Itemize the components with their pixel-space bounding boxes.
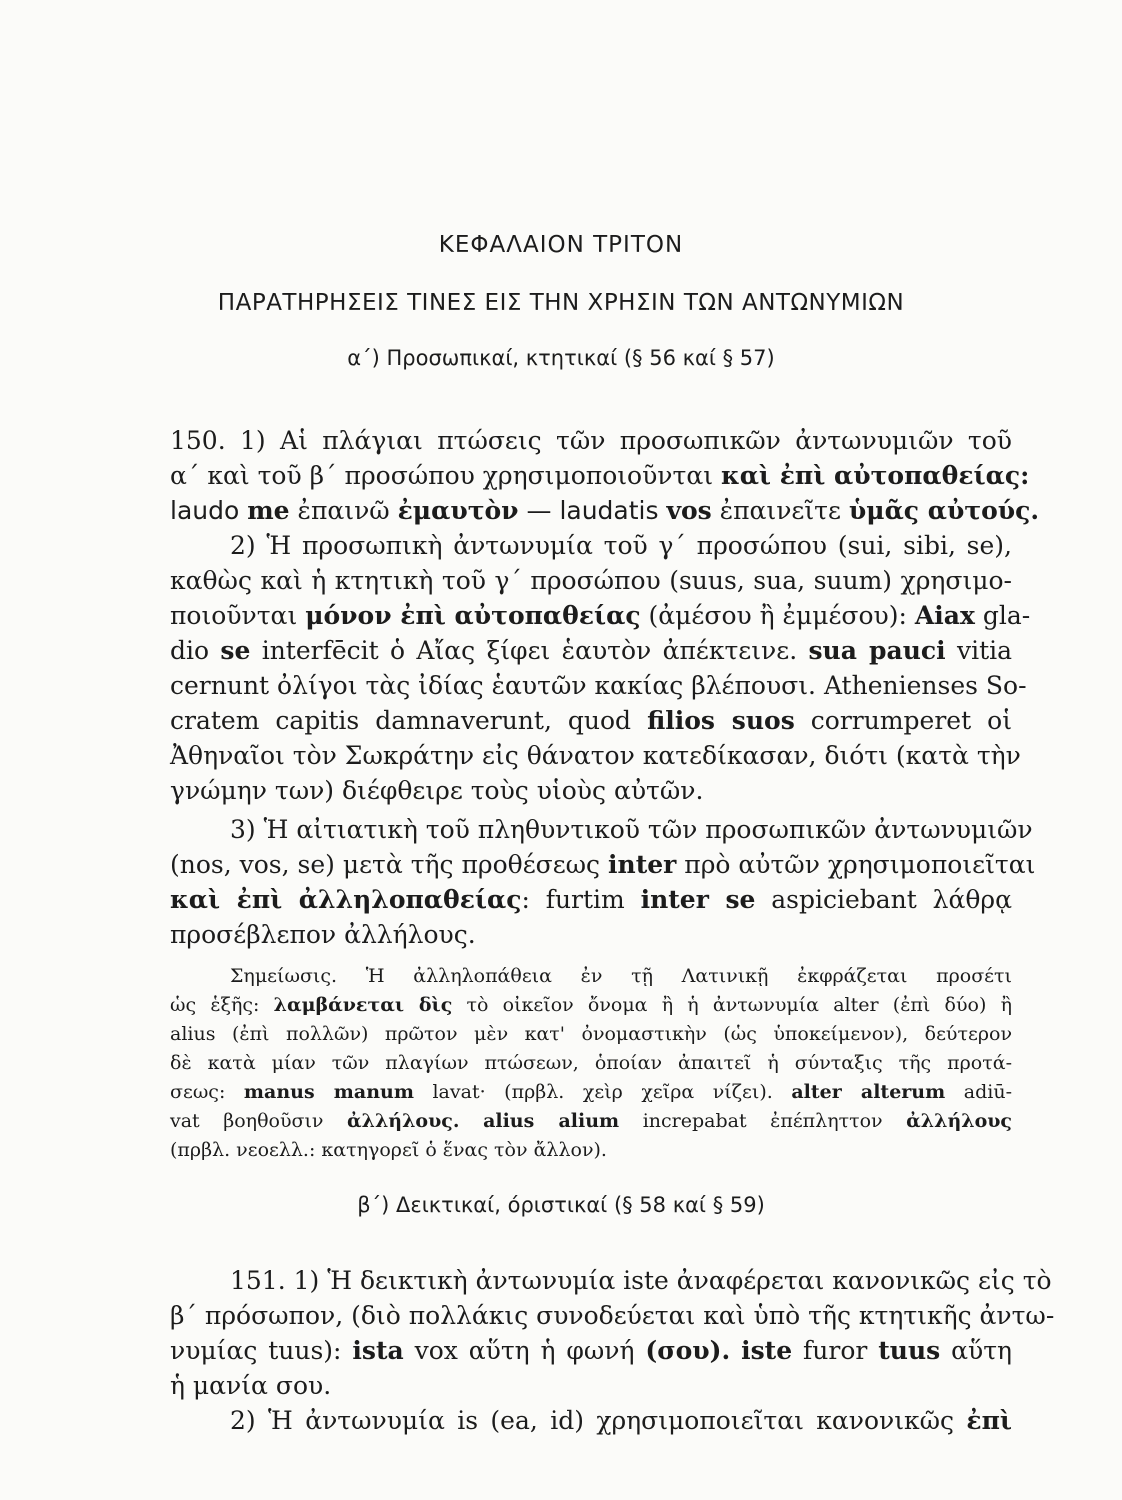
text-line: ποιοῦνται μόνον ἐπὶ αὐτοπαθείας (ἀμέσου ἢ ἐμμέσου): Aiax gla- <box>170 601 1031 630</box>
note-line: Σημείωσις. Ἡ ἀλληλοπάθεια ἐν τῇ Λατινικῇ ἐκφράζεται προσέτι <box>230 965 1012 987</box>
section-a-subtitle: α΄) Προσωπικαί, κτητικαί (§ 56 καί § 57) <box>347 346 775 370</box>
note-line: (πρβλ. νεοελλ.: κατηγορεῖ ὁ ἕνας τὸν ἄλλον). <box>170 1139 607 1161</box>
text-line: προσέβλεπον ἀλλήλους. <box>170 920 476 949</box>
text-line: καθὼς καὶ ἡ κτητικὴ τοῦ γ΄ προσώπου (suus, sua, suum) χρησιμο- <box>170 566 1012 595</box>
text-line: 2) Ἡ ἀντωνυμία is (ea, id) χρησιμοποιεῖται κανονικῶς ἐπὶ <box>230 1406 1012 1435</box>
text-line: cratem capitis damnaverunt, quod filios suos corrumperet οἱ <box>170 706 1013 735</box>
text-line: 150. 1) Αἱ πλάγιαι πτώσεις τῶν προσωπικῶν ἀντωνυμιῶν τοῦ <box>170 426 1012 455</box>
text-line: cernunt ὀλίγοι τὰς ἰδίας ἑαυτῶν κακίας βλέπουσι. Athenienses So- <box>170 671 1027 700</box>
text-line: laudo me ἐπαινῶ ἐμαυτὸν — laudatis vos ἐπαινεῖτε ὑμᾶς αὐτούς. <box>170 496 1040 525</box>
text-line: Ἀθηναῖοι τὸν Σωκράτην εἰς θάνατον κατεδίκασαν, διότι (κατὰ τὴν <box>170 741 1021 770</box>
text-line: α΄ καὶ τοῦ β΄ προσώπου χρησιμοποιοῦνται καὶ ἐπὶ αὐτοπαθείας: <box>170 461 1030 490</box>
text-line: dio se interfēcit ὁ Αἴας ξίφει ἑαυτὸν ἀπέκτεινε. sua pauci vitia <box>170 636 1013 665</box>
chapter-title: ΠΑΡΑΤΗΡΗΣΕΙΣ ΤΙΝΕΣ ΕΙΣ ΤΗΝ ΧΡΗΣΙΝ ΤΩΝ ΑΝΤΩΝΥΜΙΩΝ <box>217 290 905 316</box>
text-line: 3) Ἡ αἰτιατικὴ τοῦ πληθυντικοῦ τῶν προσωπικῶν ἀντωνυμιῶν <box>230 815 1033 844</box>
note-line: δὲ κατὰ μίαν τῶν πλαγίων πτώσεων, ὁποίαν ἀπαιτεῖ ἡ σύνταξις τῆς προτά- <box>170 1052 1012 1074</box>
text-line: 2) Ἡ προσωπικὴ ἀντωνυμία τοῦ γ΄ προσώπου (sui, sibi, se), <box>230 531 1012 560</box>
text-line: γνώμην των) διέφθειρε τοὺς υἱοὺς αὐτῶν. <box>170 776 704 805</box>
text-line: νυμίας tuus): ista vox αὕτη ἡ φωνή (σου). iste furor tuus αὕτη <box>170 1336 1012 1365</box>
text-line: β΄ πρόσωπον, (διὸ πολλάκις συνοδεύεται καὶ ὑπὸ τῆς κτητικῆς ἀντω- <box>170 1301 1055 1330</box>
section-b-subtitle: β΄) Δεικτικαί, όριστικαί (§ 58 καί § 59) <box>357 1193 765 1217</box>
note-line: σεως: manus manum lavat· (πρβλ. χεὶρ χεῖρα νίζει). alter alterum adiū- <box>170 1081 1012 1103</box>
note-line: alius (ἐπὶ πολλῶν) πρῶτον μὲν κατ' ὀνομαστικὴν (ὡς ὑποκείμενον), δεύτερον <box>170 1023 1012 1045</box>
note-line: vat βοηθοῦσιν ἀλλήλους. alius alium increpabat ἐπέπληττον ἀλλήλους <box>170 1110 1012 1132</box>
note-line: ὡς ἑξῆς: λαμβάνεται δὶς τὸ οἰκεῖον ὄνομα ἢ ἡ ἀντωνυμία alter (ἐπὶ δύο) ἢ <box>170 994 1012 1016</box>
text-line: (nos, vos, se) μετὰ τῆς προθέσεως inter πρὸ αὐτῶν χρησιμοποιεῖται <box>170 850 1036 879</box>
text-line: καὶ ἐπὶ ἀλληλοπαθείας: furtim inter se aspiciebant λάθρᾳ <box>170 885 1013 914</box>
text-line: 151. 1) Ἡ δεικτικὴ ἀντωνυμία iste ἀναφέρεται κανονικῶς εἰς τὸ <box>230 1266 1052 1295</box>
text-line: ἡ μανία σου. <box>170 1371 332 1400</box>
chapter-heading: ΚΕΦΑΛΑΙΟΝ ΤΡΙΤΟΝ <box>438 232 684 258</box>
